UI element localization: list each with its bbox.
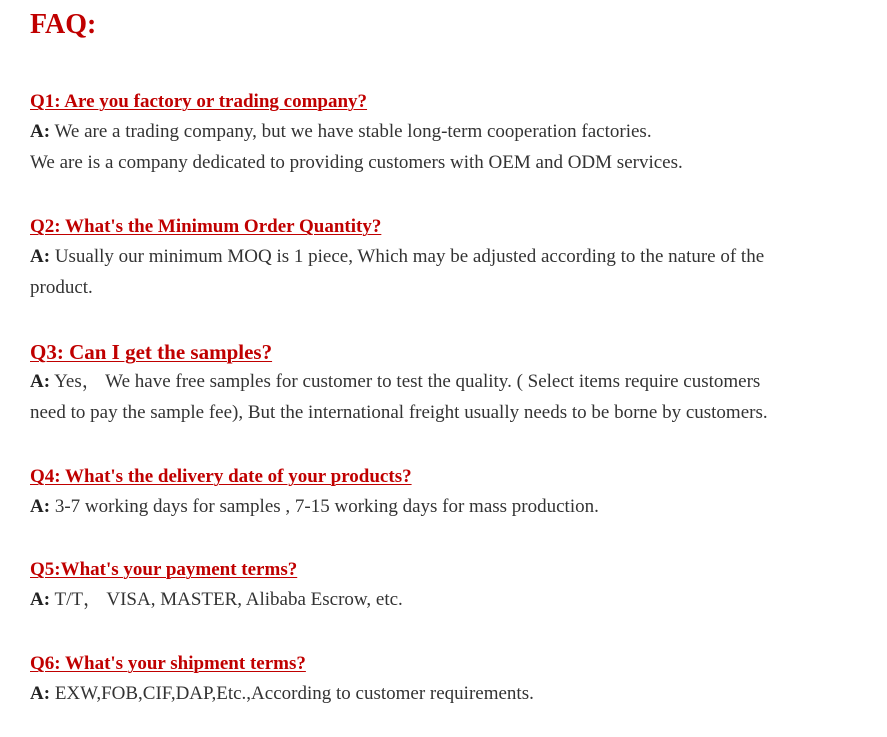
answer-line: We are is a company dedicated to providing customers with OEM and ODM services. xyxy=(30,152,683,173)
faq-answer-3 xyxy=(30,366,870,428)
faq-question-6: Q6: What's your shipment terms? xyxy=(30,653,306,674)
answer-line: product. xyxy=(30,277,93,298)
faq-item-6 xyxy=(30,650,870,709)
answer-label: A: xyxy=(30,683,51,704)
answer-line: EXW,FOB,CIF,DAP,Etc.,According to customer requirements. xyxy=(54,683,534,704)
answer-label: A: xyxy=(30,121,51,142)
answer-label: A: xyxy=(30,371,51,392)
answer-label: A: xyxy=(30,496,51,517)
faq-item-1 xyxy=(30,88,870,178)
faq-question-2: Q2: What's the Minimum Order Quantity? xyxy=(30,216,382,237)
faq-answer-4 xyxy=(30,491,870,522)
faq-question-4: Q4: What's the delivery date of your products? xyxy=(30,466,412,487)
faq-question-3: Q3: Can I get the samples? xyxy=(30,340,273,364)
answer-line: 3-7 working days for samples , 7-15 working days for mass production. xyxy=(54,496,599,517)
faq-question-5: Q5:What's your payment terms? xyxy=(30,559,298,580)
faq-answer-5 xyxy=(30,584,870,615)
faq-item-4 xyxy=(30,463,870,522)
faq-answer-2 xyxy=(30,241,870,303)
page-title: FAQ: xyxy=(30,9,97,40)
answer-label: A: xyxy=(30,589,51,610)
faq-answer-1 xyxy=(30,116,870,178)
faq-answer-6 xyxy=(30,678,870,709)
answer-line: Yes， We have free samples for customer to test the quality. ( Select items require customers xyxy=(54,371,761,392)
answer-label: A: xyxy=(30,246,51,267)
faq-item-3 xyxy=(30,338,870,428)
answer-line: Usually our minimum MOQ is 1 piece, Which may be adjusted according to the nature of the xyxy=(54,246,765,267)
answer-line: T/T， VISA, MASTER, Alibaba Escrow, etc. xyxy=(54,589,403,610)
answer-line: need to pay the sample fee), But the international freight usually needs to be borne by customers. xyxy=(30,402,768,423)
faq-item-5 xyxy=(30,556,870,615)
faq-item-2 xyxy=(30,213,870,303)
faq-question-1: Q1: Are you factory or trading company? xyxy=(30,91,368,112)
answer-line: We are a trading company, but we have stable long-term cooperation factories. xyxy=(54,121,652,142)
